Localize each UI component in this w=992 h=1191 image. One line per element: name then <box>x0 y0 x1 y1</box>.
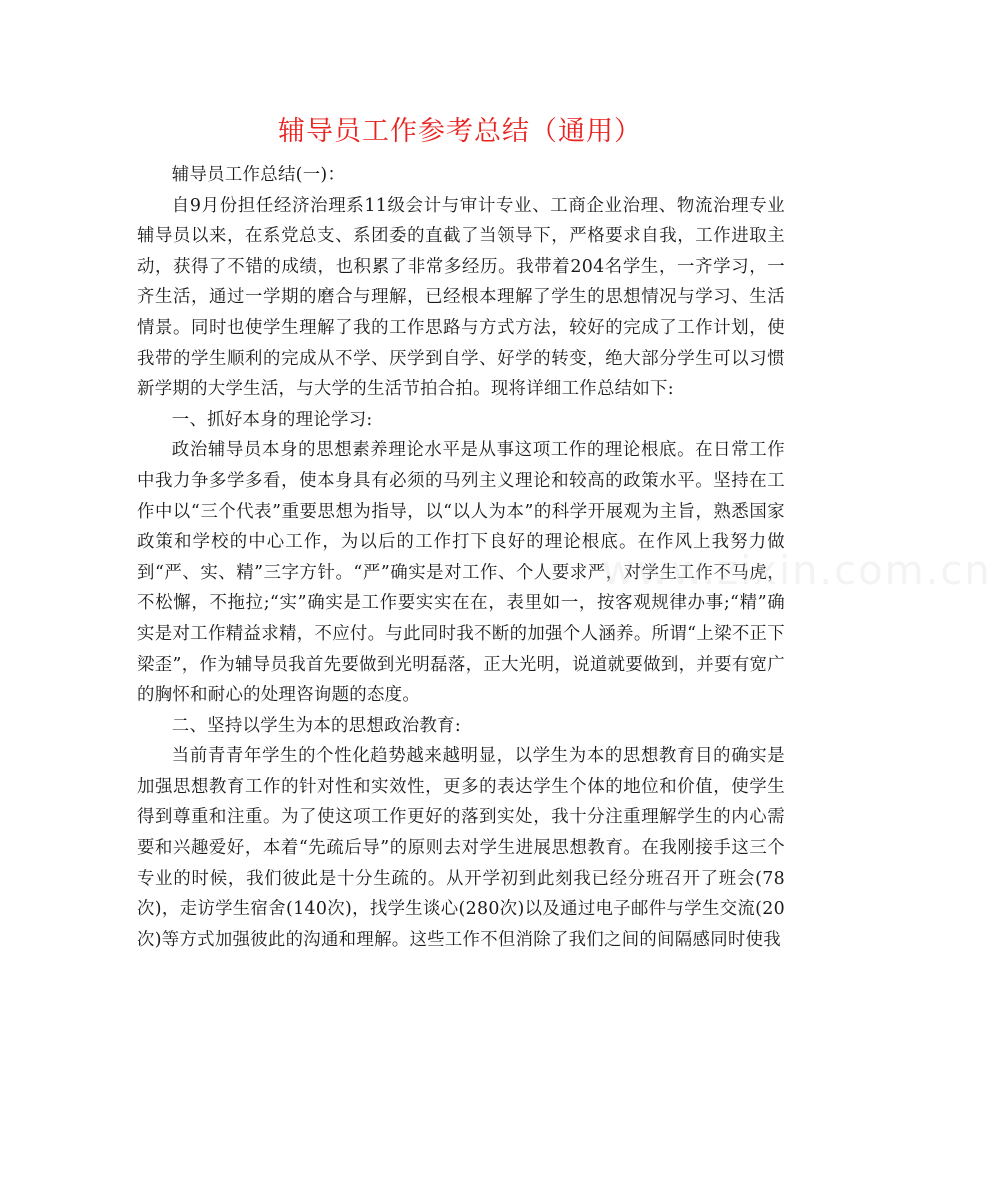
watermark: www.zixin.com.cn <box>602 548 992 594</box>
section-heading-1: 一、抓好本身的理论学习: <box>171 409 373 430</box>
section-heading-2: 二、坚持以学生为本的思想政治教育: <box>171 715 462 736</box>
paragraph-student-education: 当前青青年学生的个性化趋势越来越明显，以学生为本的思想教育目的确实是加强思想教育工作的针对性和实效性，更多的表达学生个体的地位和价值，使学生得到尊重和注重。为了使这项工作更好的落到实处，我十分注重理解学生的内心需要和兴趣爱好，本着“先疏后导”的原则去对学生进展思想教育。在我刚接手这三个专业的时候，我们彼此是十分生疏的。从开学初到此刻我已经分班召开了班会(78次)，走访学生宿舍(140次)，找学生谈心(280次)以及通过电子邮件与学生交流(20次)等方式加强彼此的沟通和理解。这些工作不但消除了我们之间的间隔感同时使我 <box>137 746 785 950</box>
document-body <box>137 160 785 955</box>
paragraph-intro: 自9月份担任经济治理系11级会计与审计专业、工商企业治理、物流治理专业辅导员以来，在系党总支、系团委的直截了当领导下，严格要求自我，工作进取主动，获得了不错的成绩，也积累了非常多经历。我带着204名学生，一齐学习，一齐生活，通过一学期的磨合与理解，已经根本理解了学生的思想情况与学习、生活情景。同时也使学生理解了我的工作思路与方式方法，较好的完成了工作计划，使我带的学生顺利的完成从不学、厌学到自学、好学的转变，绝大部分学生可以习惯新学期的大学生活，与大学的生活节拍合拍。现将详细工作总结如下: <box>137 195 785 400</box>
paragraph-theory-study: 政治辅导员本身的思想素养理论水平是从事这项工作的理论根底。在日常工作中我力争多学多看，使本身具有必须的马列主义理论和较高的政策水平。坚持在工作中以“三个代表”重要思想为指导，以“以人为本”的科学开展观为主旨，熟悉国家政策和学校的中心工作，为以后的工作打下良好的理论根底。在作风上我努力做到“严、实、精”三字方针。“严”确实是对工作、个人要求严，对学生工作不马虎，不松懈，不拖拉;“实”确实是工作要实实在在，表里如一，按客观规律办事;“精”确实是对工作精益求精，不应付。与此同时我不断的加强个人涵养。所谓“上梁不正下梁歪”，作为辅导员我首先要做到光明磊落，正大光明，说道就要做到，并要有宽广的胸怀和耐心的处理咨询题的态度。 <box>137 440 785 706</box>
document-title: 辅导员工作参考总结（通用） <box>278 116 642 147</box>
paragraph-subtitle: 辅导员工作总结(一)： <box>171 165 346 185</box>
